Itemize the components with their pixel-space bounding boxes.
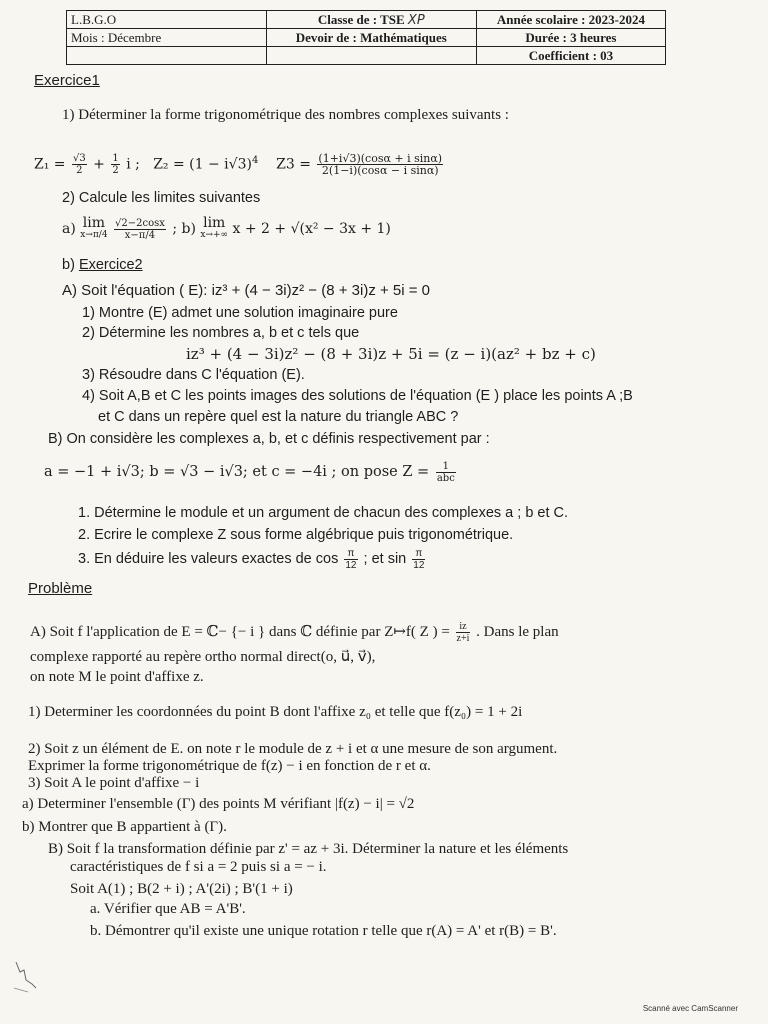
- probleme-a-frac: [456, 621, 471, 644]
- ex2-b1: 1. Détermine le module et un argument de chacun des complexes a ; b et C.: [78, 505, 569, 521]
- probleme-q2-line1: 2) Soit z un élément de E. on note r le module de z + i et α une mesure de son argument.: [28, 741, 558, 757]
- limit-b-operator: [200, 217, 228, 241]
- probleme-q1: 1) Determiner les coordonnées du point B dont l'affixe z₀ et telle que f(z₀) = 1 + 2i: [28, 704, 523, 720]
- ex2-a3: 3) Résoudre dans C l'équation (E).: [82, 367, 305, 383]
- ex1-limits: [62, 214, 391, 244]
- probleme-a-frac-den: z+i: [456, 633, 470, 645]
- probleme-q3a: a) Determiner l'ensemble (Γ) des points M vérifiant |f(z) − i| = √2: [22, 796, 415, 812]
- limit-b-prefix: ; b): [172, 221, 196, 237]
- ex2-b3-frac1: [344, 548, 357, 571]
- z1-frac1-num: √3: [72, 153, 86, 165]
- z1-frac1-den: 2: [76, 165, 83, 177]
- ex2-part-a-text: Soit l'équation ( E): iz³ + (4 − 3i)z² − (8 + 3i)z + 5i = 0: [81, 282, 431, 299]
- margin-scribble: [10, 958, 50, 998]
- ex2-b3-frac2: [412, 548, 425, 571]
- probleme-q2-line2: Exprimer la forme trigonométrique de f(z) − i en fonction de r et α.: [28, 758, 431, 774]
- probleme-a-line3: on note M le point d'affixe z.: [30, 669, 204, 685]
- ex2-b3-den2: 12: [413, 559, 425, 571]
- ex2-part-b: [48, 430, 490, 448]
- probleme-b-a: a. Vérifier que AB = A'B'.: [90, 901, 246, 917]
- ex2-a2-equation: iz³ + (4 − 3i)z² − (8 + 3i)z + 5i = (z − i)(az² + bz + c): [186, 345, 596, 363]
- limit-b-sub: x→+∞: [200, 230, 229, 240]
- ex2-b-def-frac: [436, 461, 456, 484]
- ex2-b3-den1: 12: [345, 559, 357, 571]
- z1-lhs: Z₁ =: [34, 156, 66, 173]
- z1-plus: +: [93, 156, 105, 173]
- ex1-question2: 2) Calcule les limites suivantes: [62, 190, 261, 206]
- z2-expr: Z₂ = (1 − i√3): [153, 156, 252, 173]
- probleme-q3b: b) Montrer que B appartient à (Γ).: [22, 819, 227, 835]
- ex2-b3-mid: ; et sin: [363, 551, 407, 567]
- ex2-part-a: [62, 282, 430, 300]
- probleme-a-line1: [30, 618, 559, 646]
- limit-a-den: x−π/4: [124, 229, 156, 241]
- z2-exponent: 4: [251, 155, 259, 166]
- coefficient-cell: Coefficient : 03: [476, 47, 665, 65]
- class-handwritten: XP: [407, 12, 425, 28]
- z1-frac2-num: 1: [112, 153, 119, 165]
- month-cell: Mois : Décembre: [67, 29, 267, 47]
- ex2-b-definitions: [44, 458, 458, 486]
- probleme-a-line2: complexe rapporté au repère ortho normal direct(o, u⃗, v⃗),: [30, 649, 376, 665]
- ex2-b-def-num: 1: [436, 461, 456, 473]
- probleme-a-line1-end: . Dans le plan: [476, 624, 559, 640]
- probleme-b-b: b. Démontrer qu'il existe une unique rotation r telle que r(A) = A' et r(B) = B'.: [90, 923, 557, 939]
- limit-a-operator: [80, 217, 107, 241]
- probleme-q3: 3) Soit A le point d'affixe − i: [28, 775, 200, 791]
- z1-frac1: [72, 153, 87, 176]
- ex2-b3-text: 3. En déduire les valeurs exactes de cos: [78, 551, 339, 567]
- z3-lhs: Z3 =: [276, 156, 311, 173]
- ex2-a4-line2: et C dans un repère quel est la nature du triangle ABC ?: [98, 409, 459, 425]
- z1-i: i ;: [126, 156, 140, 173]
- exercise1-title: Exercice1: [34, 72, 100, 89]
- ex2-b3-num1: π: [344, 548, 357, 560]
- z3-frac: [317, 153, 443, 176]
- limit-a-lim: lim: [82, 215, 106, 231]
- class-label: Classe de : TSE: [317, 11, 405, 27]
- duration-cell: Durée : 3 heures: [476, 29, 665, 47]
- ex2-b2: 2. Ecrire le complexe Z sous forme algébrique puis trigonométrique.: [78, 527, 514, 543]
- limit-a-frac: [114, 218, 166, 241]
- ex2-part-a-label: A): [62, 282, 77, 299]
- ex2-part-b-label: B): [48, 431, 63, 447]
- probleme-b-line1: B) Soit f la transformation définie par z' = az + 3i. Déterminer la nature et les éléments: [48, 841, 569, 857]
- limit-a-num: √2−2cosx: [115, 217, 165, 229]
- exercise2-prefix: b): [62, 257, 75, 273]
- ex2-b3: [78, 546, 427, 572]
- limit-b-lim: lim: [203, 215, 226, 231]
- probleme-a-frac-num: iz: [456, 621, 471, 633]
- limit-a-prefix: a): [62, 221, 76, 237]
- ex2-a1: 1) Montre (E) admet une solution imaginaire pure: [82, 305, 398, 321]
- ex2-a4-line1: 4) Soit A,B et C les points images des solutions de l'équation (E ) place les points A ;B: [82, 388, 633, 404]
- assignment-cell: Devoir de : Mathématiques: [266, 29, 476, 47]
- year-cell: Année scolaire : 2023-2024: [476, 11, 665, 29]
- ex1-question1: 1) Déterminer la forme trigonométrique des nombres complexes suivants :: [62, 107, 509, 123]
- scanner-footer: Scanné avec CamScanner: [642, 1004, 738, 1013]
- probleme-title: Problème: [28, 580, 93, 597]
- ex2-b-def-text: a = −1 + i√3; b = √3 − i√3; et c = −4i ; on pose Z =: [44, 464, 430, 480]
- ex2-a2: 2) Détermine les nombres a, b et c tels que: [82, 325, 360, 341]
- school-cell: L.B.G.O: [67, 11, 267, 29]
- empty-cell: [266, 47, 476, 65]
- header-table: [66, 10, 666, 65]
- probleme-a-line1-text: A) Soit f l'application de E = ℂ− {− i } dans ℂ définie par Z↦f( Z ) =: [30, 624, 450, 640]
- limit-a-sub: x→π/4: [80, 230, 108, 240]
- empty-cell: [67, 47, 267, 65]
- z3-num: (1+i√3)(cosα + i sinα): [318, 152, 443, 166]
- limit-b-expr: x + 2 + √(x² − 3x + 1): [232, 221, 391, 237]
- exercise2-title-line: [62, 256, 143, 274]
- ex2-part-b-text: On considère les complexes a, b, et c définis respectivement par :: [66, 431, 490, 447]
- exercise2-title: Exercice2: [78, 257, 143, 273]
- class-cell: [266, 11, 476, 29]
- ex2-b3-num2: π: [412, 548, 425, 560]
- ex1-complex-numbers: [34, 146, 445, 180]
- z1-frac2: [111, 153, 119, 176]
- z3-den: 2(1−i)(cosα − i sinα): [321, 164, 439, 178]
- probleme-b-line2: caractéristiques de f si a = 2 puis si a = − i.: [70, 859, 327, 875]
- z1-frac2-den: 2: [112, 165, 119, 177]
- ex2-b-def-den: abc: [436, 472, 455, 484]
- probleme-b-line3: Soit A(1) ; B(2 + i) ; A'(2i) ; B'(1 + i): [70, 881, 293, 897]
